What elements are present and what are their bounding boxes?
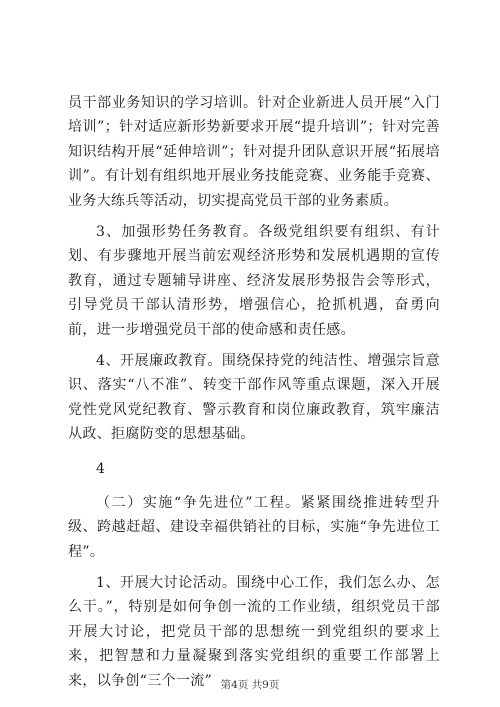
paragraph-training: 员干部业务知识的学习培训。针对企业新进人员开展“入门培训”；针对适应新形势新要求开展“提升培训”；针对完善知识结构开展“延伸培训”；针对提升团队意识开展“拓展培训”。有计划有组织地开展业务技能竞赛、业务能手竞赛、业务大练兵等活动，切实提高党员干部的业务素质。 (68, 95, 440, 209)
paragraph-situation-education: 3、加强形势任务教育。各级党组织要有组织、有计划、有步骤地开展当前宏观经济形势和发展机遇期的宣传教育，通过专题辅导讲座、经济发展形势报告会等形式，引导党员干部认清形势，增强信心，抢抓机遇，奋勇向前，进一步增强党员干部的使命感和责任感。 (68, 224, 440, 338)
paragraph-section-two: （二）实施“争先进位”工程。紧紧围绕推进转型升级、跨越赶超、建设幸福供销社的目标，实施“争先进位工程”。 (68, 494, 440, 560)
inline-page-number: 4 (96, 460, 105, 477)
paragraph-discussion-activity: 1、开展大讨论活动。围绕中心工作，我们怎么办、怎么干。”，特别是如何争创一流的工作业绩，组织党员干部开展大讨论，把党员干部的思想统一到党组织的要求上来，把智慧和力量凝聚到落实党组织的重要工作部署上来，以争创“三个一流” (68, 574, 440, 689)
paragraph-integrity-education: 4、开展廉政教育。围绕保持党的纯洁性、增强宗旨意识、落实“八不准”、转变干部作风等重点课题，深入开展党性党风党纪教育、警示教育和岗位廉政教育，筑牢廉洁从政、拒腐防变的思想基础。 (68, 353, 440, 443)
document-body (68, 91, 440, 693)
page-footer: 第4页 共9页 (220, 679, 280, 691)
